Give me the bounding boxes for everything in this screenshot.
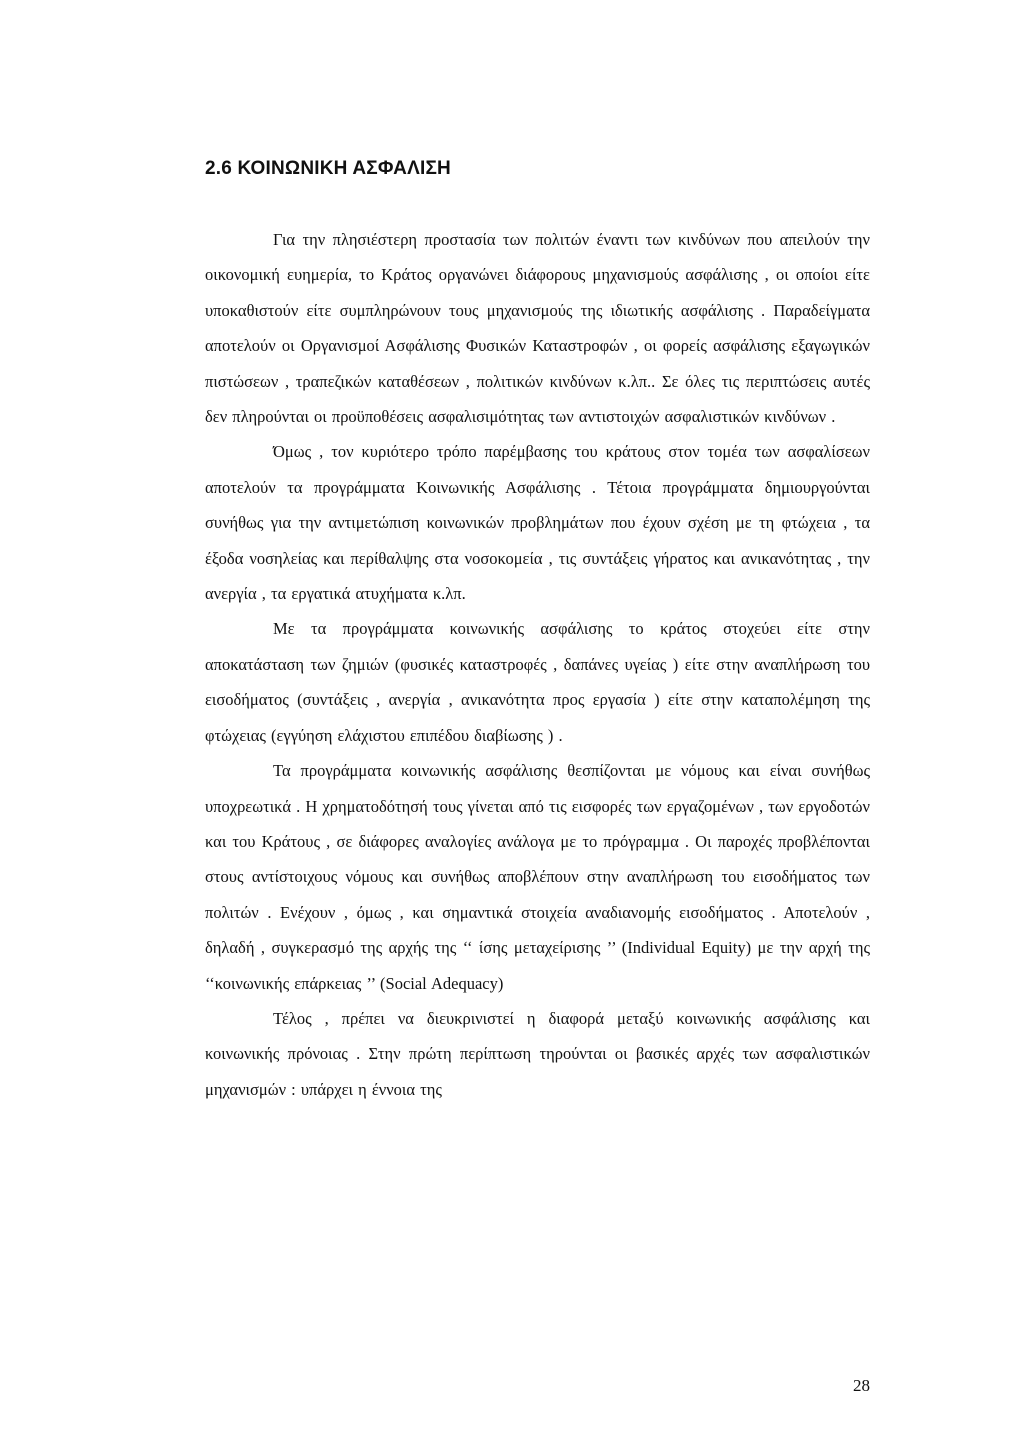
- paragraph: Για την πλησιέστερη προστασία των πολιτών έναντι των κινδύνων που απειλούν την οικονομική ευημερία, το Κράτος οργανώνει διάφορους μηχανισμούς ασφάλισης , οι οποίοι είτε υποκαθιστούν είτε συμπληρώνουν τους μηχανισμούς της ιδιωτικής ασφάλισης . Παραδείγματα αποτελούν οι Οργανισμοί Ασφάλισης Φυσικών Καταστροφών , οι φορείς ασφάλισης εξαγωγικών πιστώσεων , τραπεζικών καταθέσεων , πολιτικών κινδύνων κ.λπ.. Σε όλες τις περιπτώσεις αυτές δεν πληρούνται οι προϋποθέσεις ασφαλισιμότητας των αντιστοιχών ασφαλιστικών κινδύνων .: [205, 230, 870, 427]
- document-body: [205, 158, 870, 1107]
- paragraph: Τέλος , πρέπει να διευκρινιστεί η διαφορά μεταξύ κοινωνικής ασφάλισης και κοινωνικής πρόνοιας . Στην πρώτη περίπτωση τηρούνται οι βασικές αρχές των ασφαλιστικών μηχανισμών : υπάρχει η έννοια της: [205, 1008, 870, 1099]
- paragraph: Τα προγράμματα κοινωνικής ασφάλισης θεσπίζονται με νόμους και είναι συνήθως υποχρεωτικά . Η χρηματοδότησή τους γίνεται από τις εισφορές των εργαζομένων , των εργοδοτών και του Κράτους , σε διάφορες αναλογίες ανάλογα με το πρόγραμμα . Οι παροχές προβλέπονται στους αντίστοιχους νόμους και συνήθως αποβλέπουν στην αναπλήρωση του εισοδήματος των πολιτών . Ενέχουν , όμως , και σημαντικά στοιχεία αναδιανομής εισοδήματος . Αποτελούν , δηλαδή , συγκερασμό της αρχής της ‘‘ ίσης μεταχείρισης ’’ (Individual Equity) με την αρχή της ‘‘κοινωνικής επάρκειας ’’ (Social Adequacy): [205, 761, 870, 993]
- section-heading: 2.6 ΚΟΙΝΩΝΙΚΗ ΑΣΦΑΛΙΣΗ: [205, 158, 451, 179]
- paragraph: Με τα προγράμματα κοινωνικής ασφάλισης το κράτος στοχεύει είτε στην αποκατάσταση των ζημιών (φυσικές καταστροφές , δαπάνες υγείας ) είτε στην αναπλήρωση του εισοδήματος (συντάξεις , ανεργία , ανικανότητα προς εργασία ) είτε στην καταπολέμηση της φτώχειας (εγγύηση ελάχιστου επιπέδου διαβίωσης ) .: [205, 619, 870, 745]
- page-number: 28: [853, 1376, 870, 1395]
- paragraph: Όμως , τον κυριότερο τρόπο παρέμβασης του κράτους στον τομέα των ασφαλίσεων αποτελούν τα προγράμματα Κοινωνικής Ασφάλισης . Τέτοια προγράμματα δημιουργούνται συνήθως για την αντιμετώπιση κοινωνικών προβλημάτων που έχουν σχέση με τη φτώχεια , τα έξοδα νοσηλείας και περίθαλψης στα νοσοκομεία , τις συντάξεις γήρατος και ανικανότητας , την ανεργία , τα εργατικά ατυχήματα κ.λπ.: [205, 442, 870, 604]
